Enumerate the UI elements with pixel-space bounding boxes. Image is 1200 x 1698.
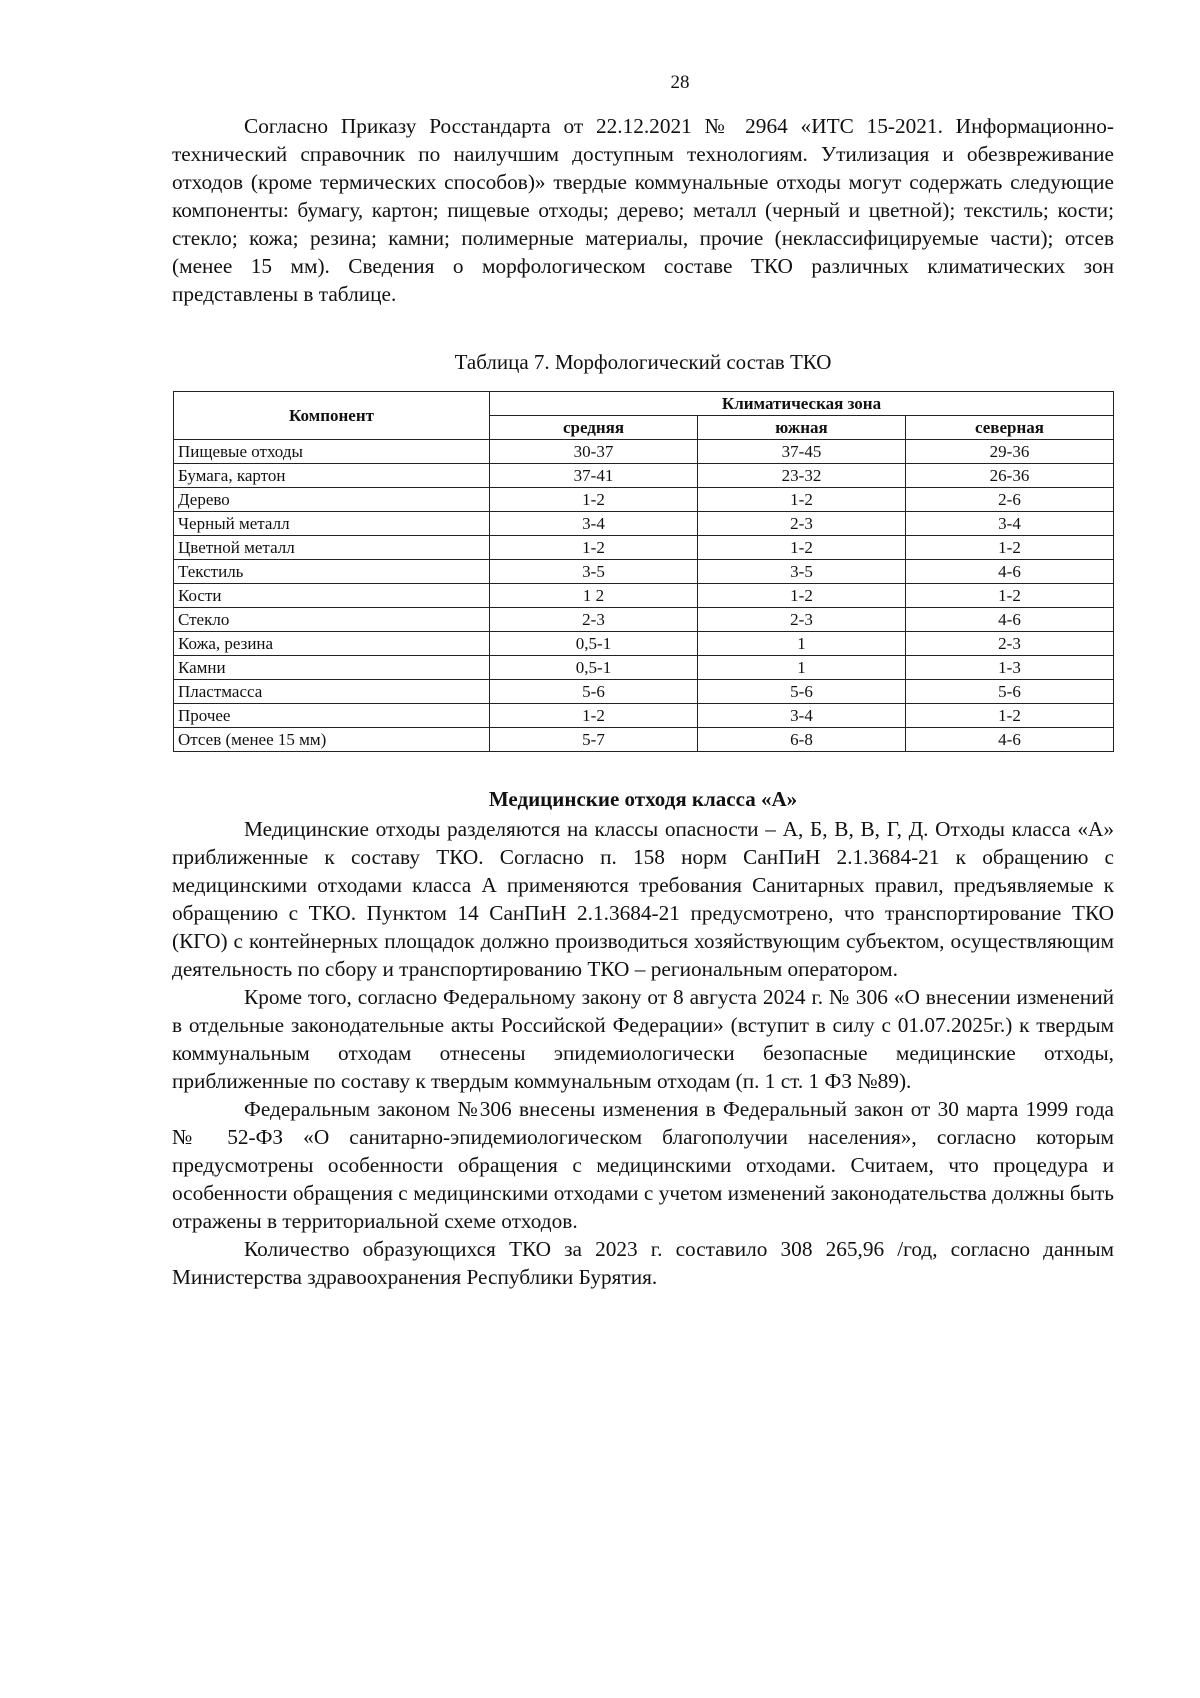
- cell-middle: 5-6: [490, 680, 698, 704]
- intro-paragraph: Согласно Приказу Росстандарта от 22.12.2021 № 2964 «ИТС 15-2021. Информационно-технический справочник по наилучшим доступным технологиям. Утилизация и обезвреживание отходов (кроме термических способов)» твердые коммунальные отходы могут содержать следующие компоненты: бумагу, картон; пищевые отходы; дерево; металл (черный и цветной); текстиль; кости; стекло; кожа; резина; камни; полимерные материалы, прочие (неклассифицируемые части); отсев (менее 15 мм). Сведения о морфологическом составе ТКО различных климатических зон представлены в таблице.: [172, 114, 1114, 306]
- cell-middle: 30-37: [490, 440, 698, 464]
- cell-south: 1-2: [698, 488, 906, 512]
- cell-north: 3-4: [906, 512, 1114, 536]
- morphology-table: [173, 391, 1114, 752]
- header-zone-north: северная: [906, 416, 1114, 440]
- table-row: [174, 608, 1114, 632]
- cell-middle: 1 2: [490, 584, 698, 608]
- cell-north: 1-2: [906, 704, 1114, 728]
- table-row: [174, 656, 1114, 680]
- table-row: [174, 488, 1114, 512]
- cell-north: 1-2: [906, 536, 1114, 560]
- cell-component: Отсев (менее 15 мм): [174, 728, 490, 752]
- cell-component: Камни: [174, 656, 490, 680]
- cell-component: Черный металл: [174, 512, 490, 536]
- cell-middle: 3-5: [490, 560, 698, 584]
- header-component: Компонент: [174, 392, 490, 440]
- cell-middle: 3-4: [490, 512, 698, 536]
- cell-north: 5-6: [906, 680, 1114, 704]
- table-header-row: [174, 392, 1114, 416]
- table-row: [174, 680, 1114, 704]
- medical-waste-text: [172, 815, 1114, 1291]
- header-zone-south: южная: [698, 416, 906, 440]
- cell-south: 1: [698, 632, 906, 656]
- cell-middle: 1-2: [490, 704, 698, 728]
- table-row: [174, 632, 1114, 656]
- cell-south: 5-6: [698, 680, 906, 704]
- cell-component: Бумага, картон: [174, 464, 490, 488]
- paragraph: Кроме того, согласно Федеральному закону от 8 августа 2024 г. № 306 «О внесении изменений в отдельные законодательные акты Российской Федерации» (вступит в силу с 01.07.2025г.) к твердым коммунальным отходам отнесены эпидемиологически безопасные медицинские отходы, приближенные по составу к твердым коммунальным отходам (п. 1 ст. 1 ФЗ №89).: [172, 985, 1114, 1093]
- cell-middle: 1-2: [490, 536, 698, 560]
- cell-middle: 0,5-1: [490, 656, 698, 680]
- cell-south: 2-3: [698, 608, 906, 632]
- table-row: [174, 704, 1114, 728]
- table-row: [174, 440, 1114, 464]
- cell-component: Текстиль: [174, 560, 490, 584]
- cell-north: 4-6: [906, 728, 1114, 752]
- cell-component: Пластмасса: [174, 680, 490, 704]
- cell-south: 1-2: [698, 536, 906, 560]
- intro-text: [172, 112, 1114, 308]
- cell-south: 3-4: [698, 704, 906, 728]
- table-row: [174, 536, 1114, 560]
- table-row: [174, 560, 1114, 584]
- cell-north: 4-6: [906, 560, 1114, 584]
- cell-north: 4-6: [906, 608, 1114, 632]
- cell-component: Кожа, резина: [174, 632, 490, 656]
- cell-south: 3-5: [698, 560, 906, 584]
- cell-middle: 5-7: [490, 728, 698, 752]
- cell-middle: 2-3: [490, 608, 698, 632]
- section-heading-medical-waste: Медицинские отходя класса «А»: [488, 787, 798, 811]
- cell-south: 1: [698, 656, 906, 680]
- cell-south: 1-2: [698, 584, 906, 608]
- table-caption: Таблица 7. Морфологический состав ТКО: [454, 350, 832, 374]
- cell-middle: 1-2: [490, 488, 698, 512]
- cell-component: Пищевые отходы: [174, 440, 490, 464]
- cell-north: 26-36: [906, 464, 1114, 488]
- table-body: [174, 440, 1114, 752]
- cell-component: Кости: [174, 584, 490, 608]
- page-number: 28: [670, 72, 690, 93]
- cell-south: 6-8: [698, 728, 906, 752]
- table-row: [174, 464, 1114, 488]
- header-zone-middle: средняя: [490, 416, 698, 440]
- paragraph: Медицинские отходы разделяются на классы опасности – А, Б, В, В, Г, Д. Отходы класса «А» приближенные к составу ТКО. Согласно п. 158 норм СанПиН 2.1.3684-21 к обращению с медицинскими отходами класса А применяются требования Санитарных правил, предъявляемые к обращению с ТКО. Пунктом 14 СанПиН 2.1.3684-21 предусмотрено, что транспортирование ТКО (КГО) с контейнерных площадок должно производиться хозяйствующим субъектом, осуществляющим деятельность по сбору и транспортированию ТКО – региональным оператором.: [172, 817, 1114, 981]
- cell-north: 2-3: [906, 632, 1114, 656]
- header-climate-zone: Климатическая зона: [490, 392, 1114, 416]
- cell-component: Цветной металл: [174, 536, 490, 560]
- paragraph: Федеральным законом №306 внесены изменения в Федеральный закон от 30 марта 1999 года № 52-ФЗ «О санитарно-эпидемиологическом благополучии населения», согласно которым предусмотрены особенности обращения с медицинскими отходами. Считаем, что процедура и особенности обращения с медицинскими отходами с учетом изменений законодательства должны быть отражены в территориальной схеме отходов.: [172, 1097, 1114, 1233]
- table-row: [174, 512, 1114, 536]
- cell-south: 37-45: [698, 440, 906, 464]
- cell-middle: 37-41: [490, 464, 698, 488]
- table-row: [174, 728, 1114, 752]
- paragraph: Количество образующихся ТКО за 2023 г. составило 308 265,96 /год, согласно данным Министерства здравоохранения Республики Бурятия.: [172, 1237, 1114, 1289]
- cell-south: 2-3: [698, 512, 906, 536]
- cell-south: 23-32: [698, 464, 906, 488]
- cell-component: Стекло: [174, 608, 490, 632]
- cell-north: 1-2: [906, 584, 1114, 608]
- cell-middle: 0,5-1: [490, 632, 698, 656]
- cell-north: 29-36: [906, 440, 1114, 464]
- cell-north: 1-3: [906, 656, 1114, 680]
- table-row: [174, 584, 1114, 608]
- cell-component: Прочее: [174, 704, 490, 728]
- cell-north: 2-6: [906, 488, 1114, 512]
- cell-component: Дерево: [174, 488, 490, 512]
